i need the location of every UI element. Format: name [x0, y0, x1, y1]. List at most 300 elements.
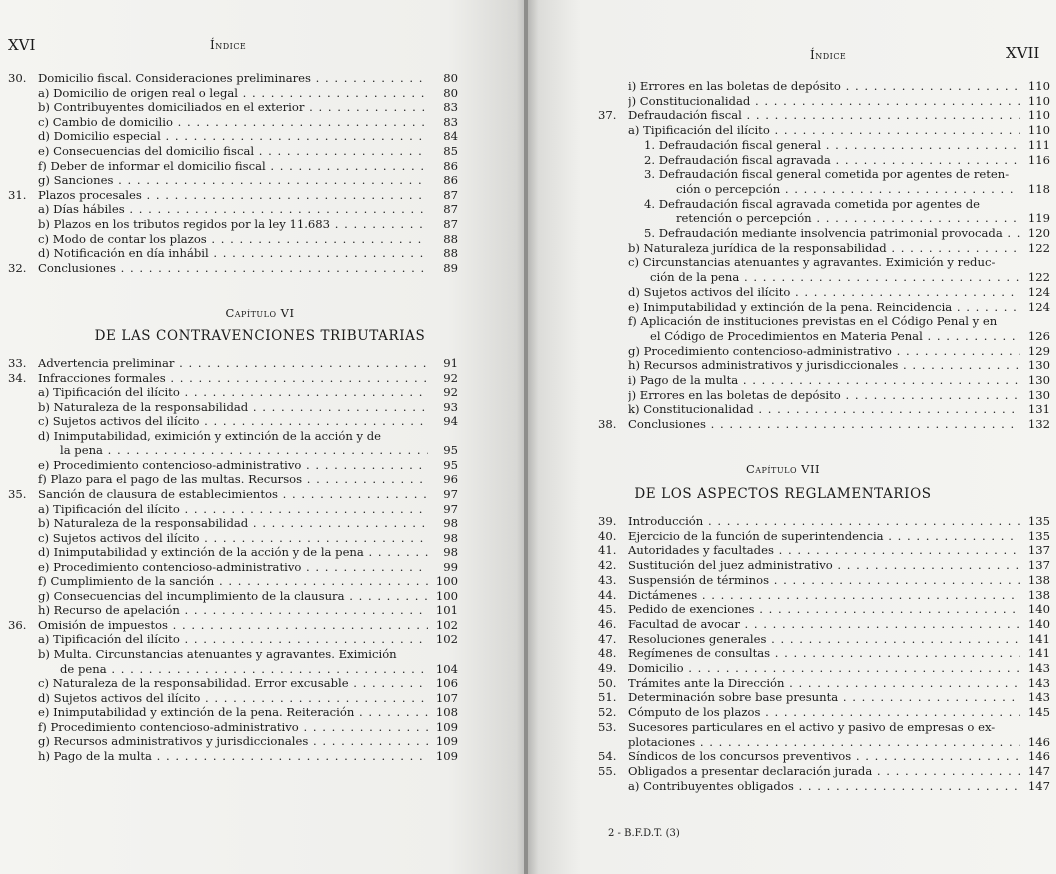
toc-entry-number — [598, 389, 628, 402]
toc-entry-number — [8, 444, 38, 457]
toc-entry-title: f) Procedimiento contencioso-administrativo . . . — [38, 721, 428, 734]
toc-entry-number: 54. — [598, 749, 617, 764]
toc-entry-title: Introducción . . . — [628, 515, 1020, 528]
toc-entry-title: d) Domicilio especial . . . — [38, 130, 428, 143]
toc-entry — [598, 618, 1050, 631]
toc-entry-title: d) Sujetos activos del ilícito . . . — [38, 692, 428, 705]
toc-entry-number — [598, 315, 628, 328]
toc-entry — [8, 503, 458, 516]
toc-entry-number: 31. — [8, 187, 27, 202]
toc-entry — [8, 532, 458, 545]
toc-entry-title: Ejercicio de la función de superintendencia . . . — [628, 530, 1020, 543]
toc-entry-number: 45. — [598, 602, 617, 617]
toc-entry-number: 36. — [8, 617, 27, 632]
toc-entry — [8, 233, 458, 246]
toc-entry-title: b) Naturaleza de la responsabilidad . . . — [38, 517, 428, 530]
toc-entry-number — [598, 242, 628, 255]
toc-entry-number — [8, 633, 38, 646]
toc-entry-page: 130 — [1027, 387, 1050, 402]
toc-entry-title: c) Sujetos activos del ilícito . . . — [38, 532, 428, 545]
toc-entry — [598, 418, 1050, 431]
toc-entry-page: 129 — [1027, 343, 1050, 358]
toc-entry-number: 50. — [598, 675, 617, 690]
toc-entry — [8, 721, 458, 734]
toc-entry-number: 55. — [598, 763, 617, 778]
toc-entry-number — [598, 286, 628, 299]
toc-entry-title: Omisión de impuestos . . . — [38, 619, 428, 632]
toc-entry — [598, 80, 1050, 93]
toc-entry-number: 34. — [8, 370, 27, 385]
toc-entry-page: 141 — [1027, 631, 1050, 646]
toc-entry — [598, 677, 1050, 690]
toc-entry-page: 145 — [1027, 705, 1050, 720]
toc-entry-title: i) Pago de la multa . . . — [628, 374, 1020, 387]
toc-entry-title: la pena . . . — [38, 444, 428, 457]
toc-entry-number: 32. — [8, 260, 27, 275]
toc-entry-number — [8, 750, 38, 763]
toc-entry-number: 42. — [598, 558, 617, 573]
toc-entry-title: e) Consecuencias del domicilio fiscal . . . — [38, 145, 428, 158]
toc-entry-number — [8, 247, 38, 260]
toc-entry-number: 51. — [598, 690, 617, 705]
toc-entry-number: 46. — [598, 616, 617, 631]
toc-entry-title: Cómputo de los plazos . . . — [628, 706, 1020, 719]
toc-entry — [8, 459, 458, 472]
toc-entry-number: 47. — [598, 631, 617, 646]
toc-entry-page: 143 — [1027, 690, 1050, 705]
toc-entry-page: 88 — [443, 231, 458, 246]
toc-entry-number — [598, 212, 628, 225]
toc-entry-page: 141 — [1027, 646, 1050, 661]
toc-entry-number — [598, 95, 628, 108]
toc-entry-title: c) Modo de contar los plazos . . . — [38, 233, 428, 246]
toc-entry — [8, 218, 458, 231]
toc-entry-page: 91 — [443, 356, 458, 370]
toc-entry-title: b) Multa. Circunstancias atenuantes y agravantes. Eximición — [38, 648, 397, 661]
toc-entry-title: g) Procedimiento contencioso-administrativo . . . — [628, 345, 1020, 358]
toc-entry-page: 111 — [1027, 137, 1050, 152]
toc-entry-page: 80 — [443, 71, 458, 85]
toc-entry — [8, 692, 458, 705]
toc-entry-page: 106 — [435, 676, 458, 691]
toc-entry-title: 3. Defraudación fiscal general cometida por agentes de reten- — [644, 168, 1010, 182]
toc-entry — [598, 691, 1050, 704]
toc-entry-number — [598, 198, 628, 211]
toc-entry-page: 116 — [1027, 152, 1050, 167]
toc-entry — [598, 750, 1050, 763]
toc-entry-page: 87 — [443, 187, 458, 202]
toc-entry-title: Advertencia preliminar . . . — [38, 357, 428, 370]
toc-entry-title: e) Procedimiento contencioso-administrativo . . . — [38, 459, 428, 472]
toc-entry-page: 100 — [435, 574, 458, 589]
toc-entry-number: 49. — [598, 661, 617, 675]
toc-entry-title: c) Cambio de domicilio . . . — [38, 116, 428, 129]
toc-entry-number — [598, 80, 628, 93]
toc-entry-number — [8, 546, 38, 559]
toc-entry-number: 43. — [598, 572, 617, 587]
toc-entry-number — [8, 386, 38, 399]
toc-entry-page: 95 — [443, 443, 458, 458]
toc-entry-number: 33. — [8, 356, 27, 370]
toc-entry-title: d) Inimputabilidad, eximición y extinción de la acción y de — [38, 429, 381, 443]
running-header-left: Índice — [210, 38, 247, 52]
toc-entry — [598, 389, 1050, 402]
toc-entry-title: Pedido de exenciones . . . — [628, 603, 1020, 616]
toc-entry-number — [598, 345, 628, 358]
toc-entry-page: 109 — [435, 734, 458, 749]
toc-entry-title: c) Sujetos activos del ilícito . . . — [38, 415, 428, 428]
toc-entry — [8, 160, 458, 173]
toc-entry — [598, 330, 1050, 343]
right-page — [528, 0, 1056, 874]
toc-entry-title: 4. Defraudación fiscal agravada cometida por agentes de — [644, 197, 980, 211]
toc-entry — [598, 109, 1050, 122]
toc-entry-title: 2. Defraudación fiscal agravada . . . — [628, 154, 1020, 167]
toc-entry — [8, 87, 458, 100]
toc-entry-page: 122 — [1027, 240, 1050, 255]
toc-entry-title: k) Constitucionalidad . . . — [628, 403, 1020, 416]
toc-entry-number: 41. — [598, 543, 617, 558]
toc-entry — [598, 765, 1050, 778]
toc-entry-number — [8, 430, 38, 443]
chapter-label-right: Capítulo VII — [745, 462, 821, 476]
toc-entry-title: h) Recursos administrativos y jurisdiccionales . . . — [628, 359, 1020, 372]
toc-entry-title: el Código de Procedimientos en Materia Penal . . . — [628, 330, 1020, 343]
toc-entry-title: Infracciones formales . . . — [38, 372, 428, 385]
toc-entry-number — [8, 473, 38, 486]
toc-entry-number — [8, 130, 38, 143]
toc-entry-title: Defraudación fiscal . . . — [628, 109, 1020, 122]
toc-entry-number — [8, 706, 38, 719]
toc-entry-page: 89 — [443, 260, 458, 275]
toc-entry-page: 107 — [435, 690, 458, 705]
toc-entry — [8, 430, 458, 443]
toc-entry-number — [8, 575, 38, 588]
toc-entry-page — [1020, 721, 1050, 734]
toc-entry — [598, 139, 1050, 152]
toc-entry-page — [1020, 315, 1050, 328]
toc-entry — [8, 488, 458, 501]
toc-entry-title: Sustitución del juez administrativo . . . — [628, 559, 1020, 572]
toc-entry-title: Resoluciones generales . . . — [628, 633, 1020, 646]
toc-entry-page: 147 — [1027, 763, 1050, 778]
toc-entry-number — [8, 503, 38, 516]
toc-entry-title: a) Tipificación del ilícito . . . — [628, 124, 1020, 137]
toc-entry — [8, 101, 458, 114]
toc-entry-page: 138 — [1027, 572, 1050, 587]
toc-entry-number — [598, 271, 628, 284]
toc-entry-page: 93 — [443, 399, 458, 414]
toc-entry-title: h) Recurso de apelación . . . — [38, 604, 428, 617]
toc-entry-number: 35. — [8, 486, 27, 501]
toc-entry — [598, 227, 1050, 240]
toc-entry-number: 30. — [8, 71, 27, 85]
toc-entry-number — [8, 561, 38, 574]
toc-entry-number — [8, 116, 38, 129]
toc-entry-page: 99 — [443, 559, 458, 574]
toc-entry-number: 53. — [598, 719, 617, 734]
toc-entry — [8, 604, 458, 617]
toc-entry-page: 95 — [443, 457, 458, 472]
toc-entry-title: Facultad de avocar . . . — [628, 618, 1020, 631]
toc-entry-number — [8, 233, 38, 246]
toc-entry-number — [8, 735, 38, 748]
toc-entry-page: 109 — [435, 748, 458, 763]
toc-entry-page: 120 — [1027, 226, 1050, 240]
toc-entry — [598, 256, 1050, 269]
toc-entry-number — [8, 692, 38, 705]
toc-entry-title: Suspensión de términos . . . — [628, 574, 1020, 587]
toc-entry-title: f) Plazo para el pago de las multas. Recursos . . . — [38, 473, 428, 486]
toc-entry-title: Determinación sobre base presunta . . . — [628, 691, 1020, 704]
toc-entry-page: 84 — [443, 129, 458, 144]
toc-entry — [598, 780, 1050, 793]
toc-entry-title: a) Tipificación del ilícito . . . — [38, 386, 428, 399]
toc-entry — [8, 750, 458, 763]
toc-entry-title: 5. Defraudación mediante insolvencia patrimonial provocada . . . — [628, 227, 1020, 240]
toc-entry-title: 1. Defraudación fiscal general . . . — [628, 139, 1020, 152]
toc-entry — [8, 116, 458, 129]
toc-entry-title: Conclusiones . . . — [38, 262, 428, 275]
toc-entry-number — [8, 663, 38, 676]
toc-entry-number — [598, 168, 628, 181]
toc-entry-page: 143 — [1027, 675, 1050, 690]
toc-entry-number — [598, 124, 628, 137]
toc-entry-number — [8, 101, 38, 114]
chapter-label-left: Capítulo VI — [225, 306, 295, 320]
toc-entry-page: 130 — [1027, 373, 1050, 387]
toc-entry-title: c) Circunstancias atenuantes y agravantes. Eximición y reduc- — [628, 256, 996, 270]
toc-entry-page: 138 — [1027, 587, 1050, 602]
toc-entry — [8, 677, 458, 690]
toc-entry — [8, 145, 458, 158]
toc-entry-page: 83 — [443, 100, 458, 115]
toc-entry-number — [598, 301, 628, 314]
toc-entry — [598, 198, 1050, 211]
toc-entry-number — [598, 256, 628, 269]
toc-entry-number — [598, 374, 628, 387]
toc-entry-page: 118 — [1027, 181, 1050, 196]
toc-entry-title: a) Contribuyentes obligados . . . — [628, 780, 1020, 793]
toc-entry-title: Regímenes de consultas . . . — [628, 647, 1020, 660]
toc-entry — [8, 174, 458, 187]
toc-entry-page: 104 — [435, 661, 458, 676]
toc-entry-title: f) Deber de informar el domicilio fiscal . . . — [38, 160, 428, 173]
toc-entry-number — [598, 227, 628, 240]
page-footer: 2 - B.F.D.T. (3) — [608, 828, 680, 839]
toc-entry — [8, 619, 458, 632]
toc-entry-title: b) Naturaleza jurídica de la responsabilidad . . . — [628, 242, 1020, 255]
toc-entry-number: 40. — [598, 528, 617, 543]
toc-entry — [8, 72, 458, 85]
toc-entry-page: 124 — [1027, 284, 1050, 299]
toc-entry-title: a) Tipificación del ilícito . . . — [38, 503, 428, 516]
toc-entry — [598, 721, 1050, 734]
toc-entry-number — [598, 403, 628, 416]
toc-entry-page: 108 — [435, 705, 458, 720]
toc-entry-number — [8, 87, 38, 100]
toc-entry-number — [8, 604, 38, 617]
toc-entry-number — [598, 330, 628, 343]
toc-entry-page: 94 — [443, 414, 458, 429]
toc-entry-title: d) Sujetos activos del ilícito . . . — [628, 286, 1020, 299]
toc-entry — [598, 589, 1050, 602]
toc-entry-number — [8, 415, 38, 428]
toc-entry — [598, 286, 1050, 299]
toc-entry-page: 140 — [1027, 602, 1050, 617]
toc-entry — [598, 559, 1050, 572]
toc-entry-title: g) Sanciones . . . — [38, 174, 428, 187]
toc-entry-page: 102 — [435, 632, 458, 647]
toc-entry — [8, 357, 458, 370]
toc-entry-title: de pena . . . — [38, 663, 428, 676]
toc-entry-page: 110 — [1027, 79, 1050, 93]
toc-entry — [598, 124, 1050, 137]
toc-entry — [598, 603, 1050, 616]
toc-entry-title: ción de la pena . . . — [628, 271, 1020, 284]
toc-entry — [598, 183, 1050, 196]
toc-entry — [8, 203, 458, 216]
toc-entry-page: 110 — [1027, 123, 1050, 138]
toc-entry — [598, 736, 1050, 749]
toc-entry-title: g) Consecuencias del incumplimiento de la clausura . . . — [38, 590, 428, 603]
toc-entry-title: h) Pago de la multa . . . — [38, 750, 428, 763]
toc-entry-title: f) Cumplimiento de la sanción . . . — [38, 575, 428, 588]
toc-entry-page: 135 — [1027, 528, 1050, 543]
toc-entry-title: b) Contribuyentes domiciliados en el exterior . . . — [38, 101, 428, 114]
toc-entry — [8, 247, 458, 260]
toc-entry — [598, 154, 1050, 167]
toc-entry-title: e) Inimputabilidad y extinción de la pena. Reiteración . . . — [38, 706, 428, 719]
toc-entry — [8, 372, 458, 385]
chapter-title-right: DE LOS ASPECTOS REGLAMENTARIOS — [634, 486, 932, 502]
toc-entry — [598, 212, 1050, 225]
toc-entry-number — [598, 736, 628, 749]
toc-entry-page: 146 — [1027, 749, 1050, 764]
toc-entry — [8, 561, 458, 574]
toc-entry-title: a) Tipificación del ilícito . . . — [38, 633, 428, 646]
toc-entry-title: b) Naturaleza de la responsabilidad . . . — [38, 401, 428, 414]
page-number-left: XVI — [8, 36, 36, 54]
chapter-title-left: DE LAS CONTRAVENCIONES TRIBUTARIAS — [94, 328, 426, 344]
toc-entry-title: a) Días hábiles . . . — [38, 203, 428, 216]
toc-entry-page: 137 — [1027, 558, 1050, 573]
toc-entry-page: 97 — [443, 486, 458, 501]
toc-entry-number: 48. — [598, 646, 617, 661]
toc-entry — [598, 706, 1050, 719]
toc-entry-title: Sanción de clausura de establecimientos . . . — [38, 488, 428, 501]
toc-entry-title: j) Errores en las boletas de depósito . . . — [628, 389, 1020, 402]
toc-entry-title: e) Inimputabilidad y extinción de la pena. Reincidencia . . . — [628, 301, 1020, 314]
toc-entry-page: 109 — [435, 719, 458, 734]
toc-entry — [598, 168, 1050, 181]
toc-entry — [598, 374, 1050, 387]
toc-entry — [598, 403, 1050, 416]
toc-entry-number — [8, 218, 38, 231]
toc-entry-page: 92 — [443, 370, 458, 385]
toc-entry-page: 85 — [443, 144, 458, 158]
toc-entry — [598, 647, 1050, 660]
toc-entry-page: 135 — [1027, 514, 1050, 528]
toc-entry — [598, 530, 1050, 543]
toc-entry-page: 97 — [443, 501, 458, 516]
toc-entry-page: 102 — [435, 617, 458, 632]
toc-entry — [8, 663, 458, 676]
toc-entry-number — [598, 780, 628, 793]
toc-entry-page: 86 — [443, 158, 458, 173]
toc-entry-page — [1020, 168, 1050, 181]
toc-entry-title: e) Procedimiento contencioso-administrativo . . . — [38, 561, 428, 574]
toc-entry-number — [8, 459, 38, 472]
toc-entry — [598, 242, 1050, 255]
toc-entry-page: 83 — [443, 114, 458, 129]
toc-entry-number: 38. — [598, 417, 617, 432]
toc-entry — [8, 648, 458, 661]
toc-entry — [8, 262, 458, 275]
toc-entry — [598, 544, 1050, 557]
toc-entry — [8, 473, 458, 486]
toc-entry — [598, 359, 1050, 372]
toc-entry-page: 80 — [443, 85, 458, 100]
toc-entry-title: retención o percepción . . . — [628, 212, 1020, 225]
toc-entry — [8, 415, 458, 428]
toc-entry-page: 110 — [1027, 93, 1050, 108]
toc-entry-title: Síndicos de los concursos preventivos . . . — [628, 750, 1020, 763]
toc-entry-page: 122 — [1027, 270, 1050, 285]
toc-entry-page: 86 — [443, 173, 458, 188]
toc-entry-page: 131 — [1027, 402, 1050, 417]
toc-entry-number — [8, 648, 38, 661]
toc-entry-title: d) Notificación en día inhábil . . . — [38, 247, 428, 260]
toc-entry-page: 88 — [443, 246, 458, 261]
toc-entry-title: plotaciones . . . — [628, 736, 1020, 749]
toc-entry — [8, 401, 458, 414]
toc-entry-page: 87 — [443, 217, 458, 231]
toc-entry-title: ción o percepción . . . — [628, 183, 1020, 196]
toc-entry-number: 37. — [598, 108, 617, 123]
toc-entry — [8, 546, 458, 559]
toc-entry-page: 100 — [435, 588, 458, 603]
toc-entry-number — [598, 183, 628, 196]
toc-entry-title: Plazos procesales . . . — [38, 189, 428, 202]
toc-entry-number — [598, 154, 628, 167]
toc-entry-title: f) Aplicación de instituciones previstas en el Código Penal y en — [628, 315, 998, 329]
toc-entry — [8, 386, 458, 399]
toc-entry-page: 110 — [1027, 108, 1050, 123]
toc-entry-number — [8, 145, 38, 158]
toc-entry-title: a) Domicilio de origen real o legal . . . — [38, 87, 428, 100]
toc-entry-number — [8, 401, 38, 414]
toc-entry-number — [8, 721, 38, 734]
toc-entry — [598, 271, 1050, 284]
toc-entry-number — [8, 160, 38, 173]
toc-entry-number — [598, 139, 628, 152]
toc-entry-page: 119 — [1027, 211, 1050, 226]
toc-entry-number: 52. — [598, 705, 617, 720]
toc-entry-number: 44. — [598, 587, 617, 602]
toc-entry — [598, 301, 1050, 314]
toc-entry-page: 98 — [443, 530, 458, 545]
toc-entry-title: Sucesores particulares en el activo y pasivo de empresas o ex- — [628, 720, 996, 734]
toc-entry-number — [8, 174, 38, 187]
toc-entry — [8, 189, 458, 202]
toc-entry-number — [8, 517, 38, 530]
toc-entry-number — [8, 203, 38, 216]
toc-entry — [8, 706, 458, 719]
toc-entry-title: b) Plazos en los tributos regidos por la ley 11.683 . . . — [38, 218, 428, 231]
toc-entry-page: 140 — [1027, 616, 1050, 631]
left-page — [0, 0, 527, 874]
